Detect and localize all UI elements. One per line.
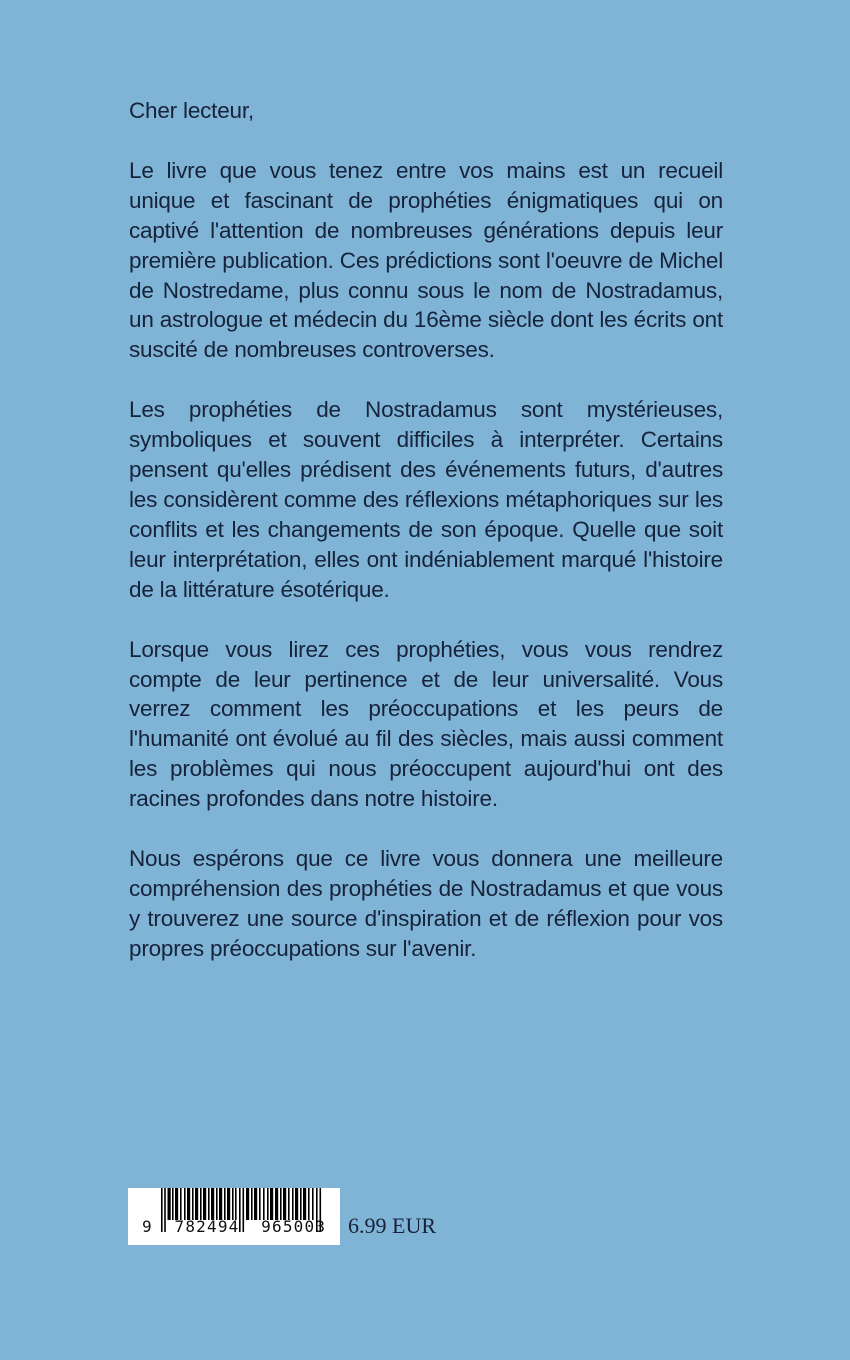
isbn-digits: 9 782494 965003 bbox=[142, 1217, 327, 1236]
paragraph-2: Les prophéties de Nostradamus sont mystérieuses, symboliques et souvent difficiles à interpréter. Certains pensent qu'elles prédisent des événements futurs, d'autres les considèrent comme des réflexions métaphoriques sur les conflits et les changements de son époque. Quelle que soit leur interprétation, elles ont indéniablement marqué l'histoire de la littérature ésotérique. bbox=[129, 397, 723, 602]
isbn-barcode bbox=[128, 1188, 340, 1245]
paragraph-4: Nous espérons que ce livre vous donnera une meilleure compréhension des prophéties de Nostradamus et que vous y trouverez une source d'inspiration et de réflexion pour vos propres préoccupations sur l'avenir. bbox=[129, 846, 723, 961]
paragraph-1: Le livre que vous tenez entre vos mains est un recueil unique et fascinant de prophéties énigmatiques qui on captivé l'attention de nombreuses générations depuis leur première publication. Ces prédictions sont l'oeuvre de Michel de Nostredame, plus connu sous le nom de Nostradamus, un astrologue et médecin du 16ème siècle dont les écrits ont suscité de nombreuses controverses. bbox=[129, 157, 723, 363]
price-label: 6.99 EUR bbox=[348, 1213, 436, 1238]
greeting: Cher lecteur, bbox=[129, 98, 254, 123]
paragraph-3: Lorsque vous lirez ces prophéties, vous vous rendrez compte de leur pertinence et de leur universalité. Vous verrez comment les préoccupations et les peurs de l'humanité ont évolué au fil des siècles, mais aussi comment les problèmes qui nous préoccupent aujourd'hui ont des racines profondes dans notre histoire. bbox=[129, 636, 723, 812]
back-cover-letter bbox=[129, 96, 723, 994]
